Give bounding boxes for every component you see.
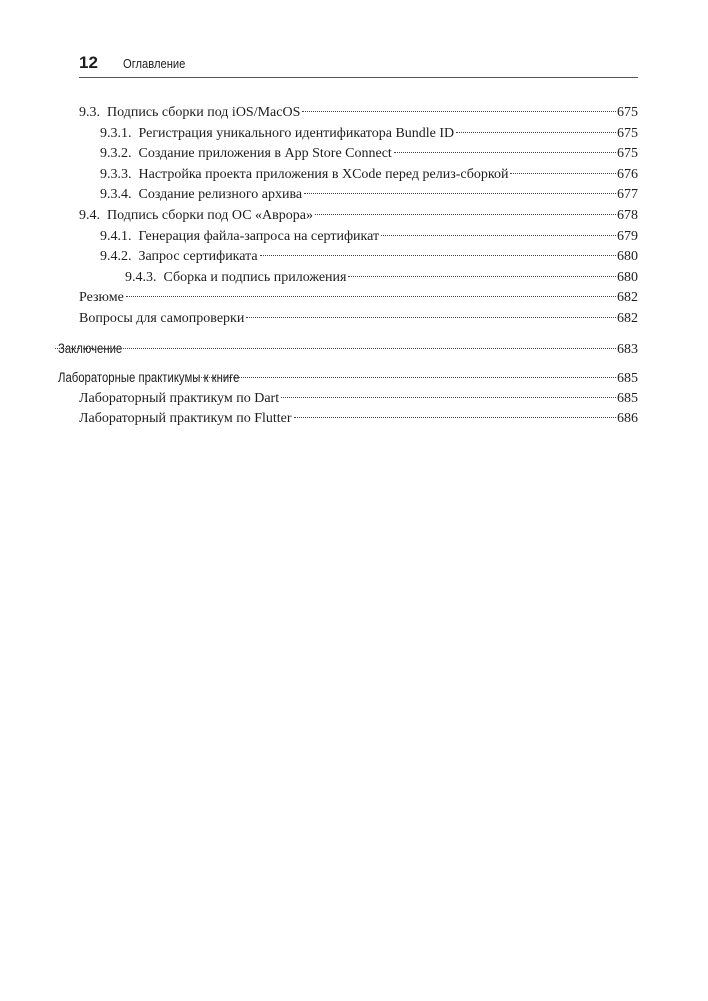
toc-entry-page: 675	[617, 125, 638, 141]
toc-entry-page: 675	[617, 105, 638, 120]
toc-entry	[79, 103, 638, 124]
toc-entry	[79, 389, 638, 410]
running-header	[79, 53, 638, 78]
dot-leader	[381, 235, 616, 236]
toc-entry-number: 9.4.1.	[100, 228, 132, 244]
toc-entry	[79, 165, 638, 186]
toc-entry-title: Регистрация уникального идентификатора Bundle ID	[138, 125, 455, 141]
toc-entry-title: Сборка и подпись приложения	[163, 269, 347, 285]
toc-entry-title: Запрос сертификата	[138, 249, 258, 265]
dot-leader	[348, 276, 616, 277]
toc-entry-number: 9.3.2.	[100, 146, 132, 162]
toc-entry-title: Заключение	[58, 340, 123, 356]
toc-entry-title: Лабораторный практикум по Flutter	[79, 411, 292, 427]
toc-entry-title: Резюме	[79, 290, 124, 306]
toc-entry	[79, 247, 638, 268]
toc-entry-page: 682	[617, 290, 638, 306]
toc-entry-number: 9.4.	[79, 207, 100, 223]
dot-leader	[281, 397, 616, 398]
dot-leader	[126, 296, 616, 297]
toc-entry-page: 685	[617, 390, 638, 406]
toc-entry-title: Создание релизного архива	[138, 187, 303, 203]
toc-entry-title: Настройка проекта приложения в XCode перед релиз-сборкой	[138, 166, 509, 182]
dot-leader	[294, 417, 616, 418]
toc-entry-page: 679	[617, 228, 638, 244]
toc-entry	[79, 206, 638, 227]
dot-leader	[510, 173, 616, 174]
dot-leader	[315, 214, 616, 215]
dot-leader	[55, 348, 616, 349]
toc-entry-title: Лабораторные практикумы к книге	[58, 370, 240, 386]
toc-entry-page: 680	[617, 249, 638, 265]
dot-leader	[456, 132, 616, 133]
toc-entry-page: 683	[617, 341, 638, 357]
toc-entry	[79, 144, 638, 165]
toc-entry-title: Вопросы для самопроверки	[79, 310, 245, 326]
toc-entry-title: Подпись сборки под iOS/MacOS	[107, 105, 301, 120]
running-title: Оглавление	[123, 56, 186, 71]
toc-entry-title: Генерация файла-запроса на сертификат	[138, 228, 380, 244]
toc-entry	[79, 185, 638, 206]
toc-entry-number: 9.3.1.	[100, 125, 132, 141]
toc-entry-number: 9.3.4.	[100, 187, 132, 203]
toc-entry	[79, 409, 638, 430]
dot-leader	[246, 317, 616, 318]
dot-leader	[260, 255, 616, 256]
toc-entry-title: Подпись сборки под ОС «Аврора»	[107, 207, 313, 223]
toc-entry	[79, 227, 638, 248]
toc-entry	[79, 268, 638, 289]
dot-leader	[302, 111, 616, 112]
toc-entry-page: 680	[617, 269, 638, 285]
dot-leader	[304, 193, 616, 194]
toc-entry-title: Лабораторный практикум по Dart	[79, 390, 280, 406]
toc-entry-number: 9.3.3.	[100, 166, 132, 182]
toc-entry	[79, 124, 638, 145]
toc-entry	[79, 309, 638, 330]
toc-entry-page: 676	[617, 166, 638, 182]
toc-entry-page: 682	[617, 310, 638, 326]
toc-entry-page: 685	[617, 371, 638, 387]
toc-entry-number: 9.4.2.	[100, 249, 132, 265]
toc-chapter-entry	[58, 339, 638, 360]
table-of-contents	[58, 103, 638, 430]
toc-entry-page: 686	[617, 411, 638, 427]
toc-entry-number: 9.4.3.	[125, 269, 157, 285]
dot-leader	[394, 152, 616, 153]
toc-entry	[79, 288, 638, 309]
toc-entry-number: 9.3.	[79, 105, 100, 120]
toc-entry-page: 678	[617, 207, 638, 223]
toc-entry-page: 677	[617, 187, 638, 203]
toc-entry-title: Создание приложения в App Store Connect	[138, 146, 392, 162]
page-number: 12	[79, 53, 98, 72]
toc-entry-page: 675	[617, 146, 638, 162]
toc-chapter-entry	[58, 368, 638, 389]
dot-leader	[195, 377, 616, 378]
